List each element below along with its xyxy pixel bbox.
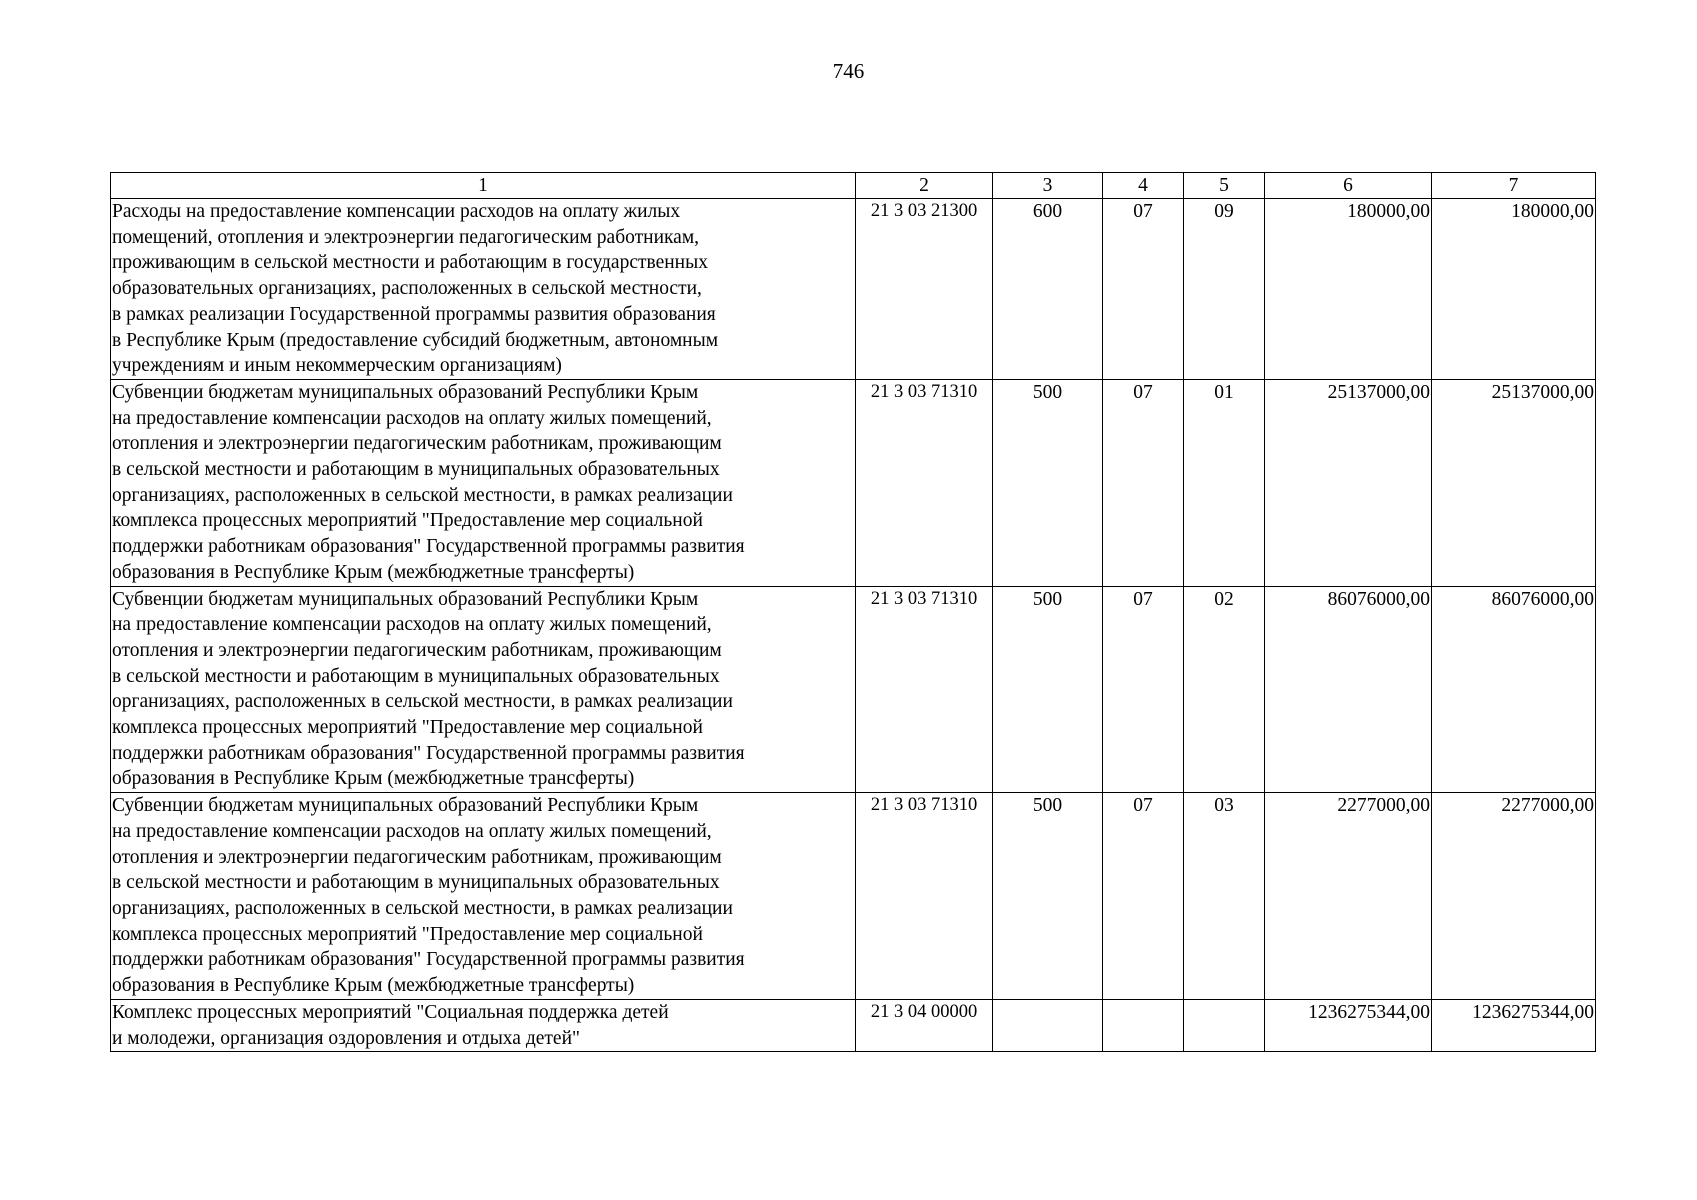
header-row [111, 173, 1596, 199]
table-row [111, 199, 1596, 380]
row-amount-6: 1236275344,00 [1265, 999, 1432, 1051]
row-subsection: 01 [1184, 379, 1265, 586]
row-section: 07 [1103, 793, 1184, 1000]
row-target-code: 21 3 03 71310 [856, 586, 993, 793]
row-description: Расходы на предоставление компенсации расходов на оплату жилых помещений, отопления и электроэнергии педагогическим работникам, проживающим в сельской местности и работающим в государственных образовательных организациях, расположенных в сельской местности, в рамках реализации Государственной программы развития образования в Республике Крым (предоставление субсидий бюджетным, автономным учреждениям и иным некоммерческим организациям) [111, 199, 856, 380]
table-row [111, 793, 1596, 1000]
row-description: Комплекс процессных мероприятий "Социальная поддержка детей и молодежи, организация оздоровления и отдыха детей" [111, 999, 856, 1051]
row-amount-6: 180000,00 [1265, 199, 1432, 380]
column-header-5: 5 [1184, 173, 1265, 199]
table-row [111, 586, 1596, 793]
row-subsection: 09 [1184, 199, 1265, 380]
column-header-4: 4 [1103, 173, 1184, 199]
row-subsection: 02 [1184, 586, 1265, 793]
row-section [1103, 999, 1184, 1051]
row-target-code: 21 3 03 71310 [856, 379, 993, 586]
row-description: Субвенции бюджетам муниципальных образований Республики Крым на предоставление компенсации расходов на оплату жилых помещений, отопления и электроэнергии педагогическим работникам, проживающим в сельской местности и работающим в муниципальных образовательных организациях, расположенных в сельской местности, в рамках реализации комплекса процессных мероприятий "Предоставление мер социальной поддержки работникам образования" Государственной программы развития образования в Республике Крым (межбюджетные трансферты) [111, 586, 856, 793]
row-section: 07 [1103, 586, 1184, 793]
row-subsection [1184, 999, 1265, 1051]
column-header-1: 1 [111, 173, 856, 199]
row-description: Субвенции бюджетам муниципальных образований Республики Крым на предоставление компенсации расходов на оплату жилых помещений, отопления и электроэнергии педагогическим работникам, проживающим в сельской местности и работающим в муниципальных образовательных организациях, расположенных в сельской местности, в рамках реализации комплекса процессных мероприятий "Предоставление мер социальной поддержки работникам образования" Государственной программы развития образования в Республике Крым (межбюджетные трансферты) [111, 379, 856, 586]
table-body [111, 199, 1596, 1052]
row-target-code: 21 3 03 71310 [856, 793, 993, 1000]
row-amount-6: 86076000,00 [1265, 586, 1432, 793]
row-expense-type: 500 [993, 379, 1103, 586]
row-section: 07 [1103, 379, 1184, 586]
column-header-2: 2 [856, 173, 993, 199]
row-amount-7: 25137000,00 [1432, 379, 1596, 586]
row-expense-type: 600 [993, 199, 1103, 380]
row-amount-7: 1236275344,00 [1432, 999, 1596, 1051]
budget-table [110, 172, 1596, 1052]
row-amount-6: 2277000,00 [1265, 793, 1432, 1000]
row-expense-type [993, 999, 1103, 1051]
table-row [111, 379, 1596, 586]
row-amount-7: 86076000,00 [1432, 586, 1596, 793]
row-target-code: 21 3 04 00000 [856, 999, 993, 1051]
page-number: 746 [832, 59, 865, 83]
row-amount-7: 2277000,00 [1432, 793, 1596, 1000]
column-header-3: 3 [993, 173, 1103, 199]
row-target-code: 21 3 03 21300 [856, 199, 993, 380]
table-row [111, 999, 1596, 1051]
row-amount-7: 180000,00 [1432, 199, 1596, 380]
row-amount-6: 25137000,00 [1265, 379, 1432, 586]
column-header-7: 7 [1432, 173, 1596, 199]
column-header-6: 6 [1265, 173, 1432, 199]
row-expense-type: 500 [993, 586, 1103, 793]
row-section: 07 [1103, 199, 1184, 380]
row-expense-type: 500 [993, 793, 1103, 1000]
row-subsection: 03 [1184, 793, 1265, 1000]
row-description: Субвенции бюджетам муниципальных образований Республики Крым на предоставление компенсации расходов на оплату жилых помещений, отопления и электроэнергии педагогическим работникам, проживающим в сельской местности и работающим в муниципальных образовательных организациях, расположенных в сельской местности, в рамках реализации комплекса процессных мероприятий "Предоставление мер социальной поддержки работникам образования" Государственной программы развития образования в Республике Крым (межбюджетные трансферты) [111, 793, 856, 1000]
table-header [111, 173, 1596, 199]
